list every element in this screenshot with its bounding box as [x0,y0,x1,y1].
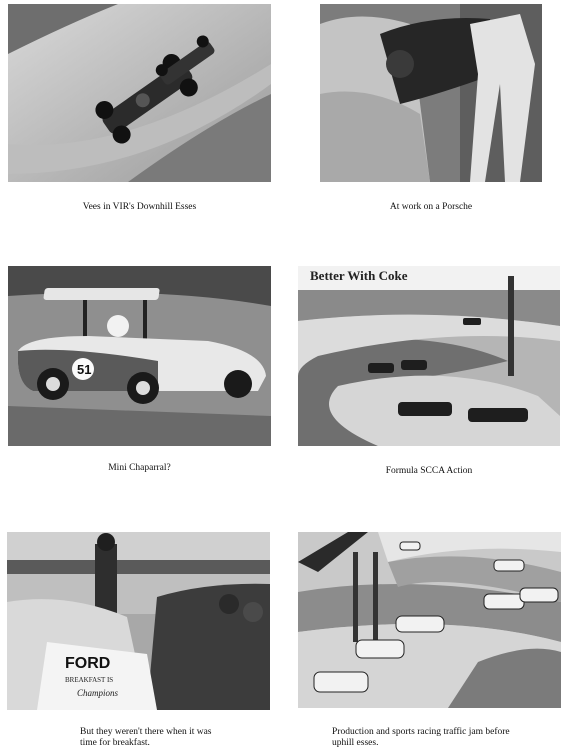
photo-mini-chaparral [8,266,271,446]
photo-formula-scca [298,266,560,446]
caption-breakfast-line2: time for breakfast. [80,738,150,748]
caption-breakfast-line1: But they weren't there when it was [80,727,212,737]
sign-scrawl-text: BREAKFAST IS [65,676,114,684]
caption-vees: Vees in VIR's Downhill Esses [82,202,197,212]
caption-porsche: At work on a Porsche [389,202,473,212]
caption-chaparral: Mini Chaparral? [108,463,171,473]
photo-porsche-work [320,4,542,182]
sign-ford-text: FORD [65,655,111,672]
caption-traffic-line1: Production and sports racing traffic jam before [332,727,510,737]
caption-traffic-line2: uphill esses. [332,738,379,748]
car-number-label: 51 [77,362,92,377]
sign-scrawl-text-2: Champions [77,688,119,698]
coke-banner-text: Better With Coke [310,268,408,283]
photo-traffic-jam [298,532,561,708]
photo-breakfast-sign [7,532,270,710]
caption-formula: Formula SCCA Action [385,466,473,476]
photo-vees-downhill-esses [8,4,271,182]
